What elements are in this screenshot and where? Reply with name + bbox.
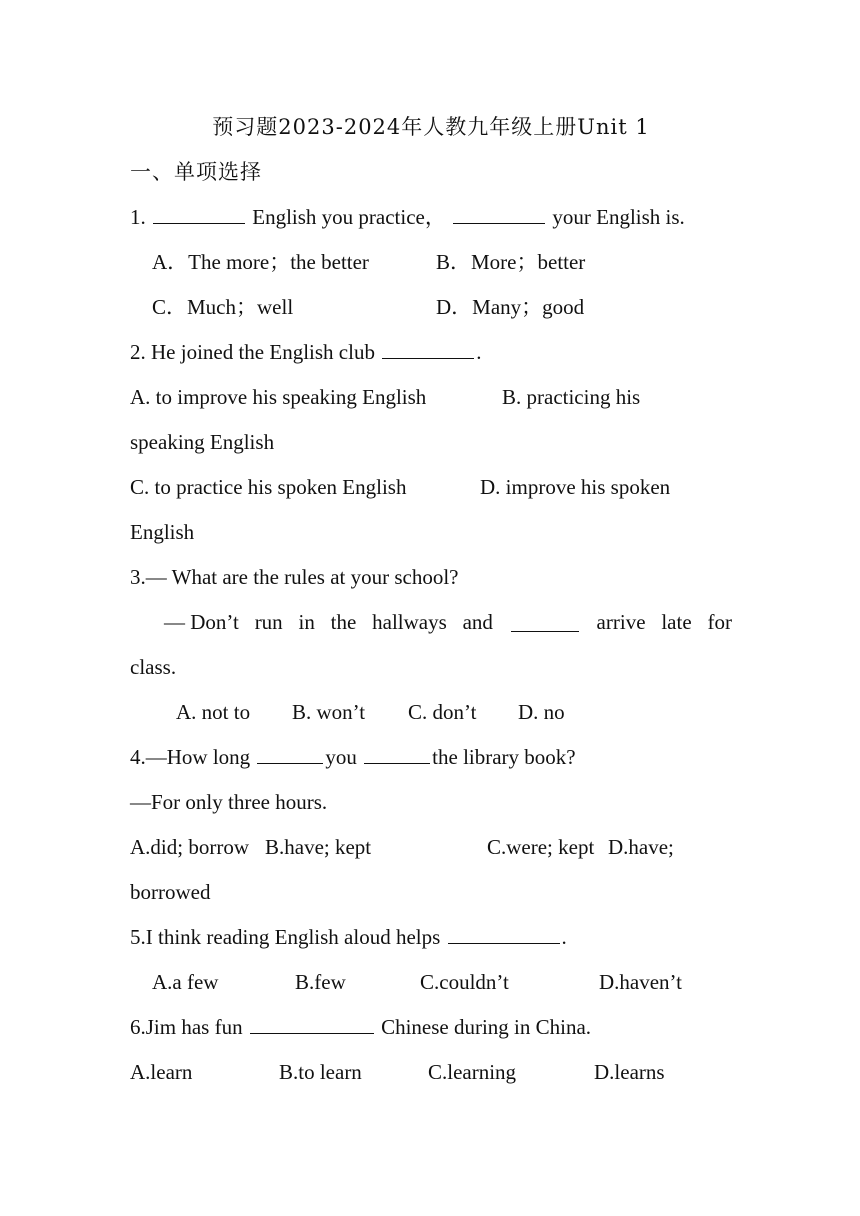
option-c: C.couldn’t — [420, 970, 509, 994]
answer-blank — [448, 942, 560, 944]
question-4-text-b: you — [325, 745, 363, 769]
option-d: D.have; — [608, 835, 674, 859]
option-c: C.learning — [428, 1060, 517, 1084]
question-6-options — [130, 1050, 732, 1095]
option-d: D.haven’t — [599, 970, 683, 994]
question-3-reply-end: class. — [130, 655, 177, 679]
option-a: A.a few — [152, 970, 219, 994]
option-d: D．Many；good — [436, 295, 585, 319]
question-1-options-row-2 — [130, 285, 732, 330]
question-2-option-d-continued: English — [130, 520, 195, 544]
answer-blank — [250, 1032, 374, 1034]
option-a: A.learn — [130, 1060, 193, 1084]
option-d: D. improve his spoken — [480, 475, 671, 499]
question-5-stem — [130, 915, 732, 960]
question-1-options-row-1 — [130, 240, 732, 285]
reply-word: for — [707, 610, 732, 634]
question-5-text-a: 5.I think reading English aloud helps — [130, 925, 446, 949]
question-4-text-c: the library book? — [432, 745, 576, 769]
question-4-stem — [130, 735, 732, 780]
question-2-options-row-1 — [130, 375, 732, 420]
answer-blank — [153, 222, 245, 224]
option-b: B. won’t — [292, 700, 366, 724]
option-b: B.few — [295, 970, 346, 994]
section-heading: 一、单项选择 — [130, 160, 262, 184]
question-3-options — [130, 690, 732, 735]
option-a: A. to improve his speaking English — [130, 385, 427, 409]
option-a: A．The more；the better — [152, 250, 369, 274]
question-2-stem — [130, 330, 732, 375]
question-6-stem — [130, 1005, 732, 1050]
reply-word: the — [330, 610, 357, 634]
option-b: B.to learn — [279, 1060, 362, 1084]
question-1-text-a: 1. — [130, 205, 151, 229]
question-6-text-b: Chinese during in China. — [375, 1015, 592, 1039]
option-b: B. practicing his — [502, 385, 641, 409]
question-2-options-row-2 — [130, 465, 732, 510]
reply-word: arrive — [596, 610, 646, 634]
answer-blank — [511, 630, 579, 632]
reply-word: — Don’t — [164, 610, 239, 634]
question-1-text-c: your English is. — [547, 205, 685, 229]
option-b: B.have; kept — [265, 835, 372, 859]
answer-blank — [257, 762, 323, 764]
question-4-options — [130, 825, 732, 870]
question-6-text-a: 6.Jim has fun — [130, 1015, 248, 1039]
option-b: B．More；better — [436, 250, 586, 274]
question-2-text-b: . — [476, 340, 482, 364]
question-3-reply — [164, 600, 732, 645]
question-5-text-b: . — [561, 925, 567, 949]
option-d: D. no — [518, 700, 565, 724]
question-1-stem — [130, 195, 732, 240]
reply-word: in — [298, 610, 315, 634]
answer-blank — [364, 762, 430, 764]
question-4-text-a: 4.—How long — [130, 745, 256, 769]
question-4-reply: —For only three hours. — [130, 790, 328, 814]
reply-word: run — [254, 610, 283, 634]
answer-blank — [382, 357, 474, 359]
reply-word: hallways — [372, 610, 447, 634]
question-3-stem: 3.— What are the rules at your school? — [130, 565, 459, 589]
question-1-text-b: English you practice， — [247, 205, 452, 229]
reply-word: and — [462, 610, 493, 634]
question-2-option-b-continued: speaking English — [130, 430, 275, 454]
option-c: C. don’t — [408, 700, 477, 724]
question-2-text-a: 2. He joined the English club — [130, 340, 381, 364]
option-c: C.were; kept — [487, 835, 595, 859]
option-a: A. not to — [176, 700, 251, 724]
reply-word: late — [661, 610, 692, 634]
option-c: C. to practice his spoken English — [130, 475, 407, 499]
option-d: D.learns — [594, 1060, 665, 1084]
question-5-options — [130, 960, 732, 1005]
document-title: 预习题2023-2024年人教九年级上册Unit 1 — [212, 115, 650, 139]
option-c: C．Much；well — [152, 295, 294, 319]
answer-blank — [453, 222, 545, 224]
option-a: A.did; borrow — [130, 835, 249, 859]
question-4-option-d-continued: borrowed — [130, 880, 211, 904]
